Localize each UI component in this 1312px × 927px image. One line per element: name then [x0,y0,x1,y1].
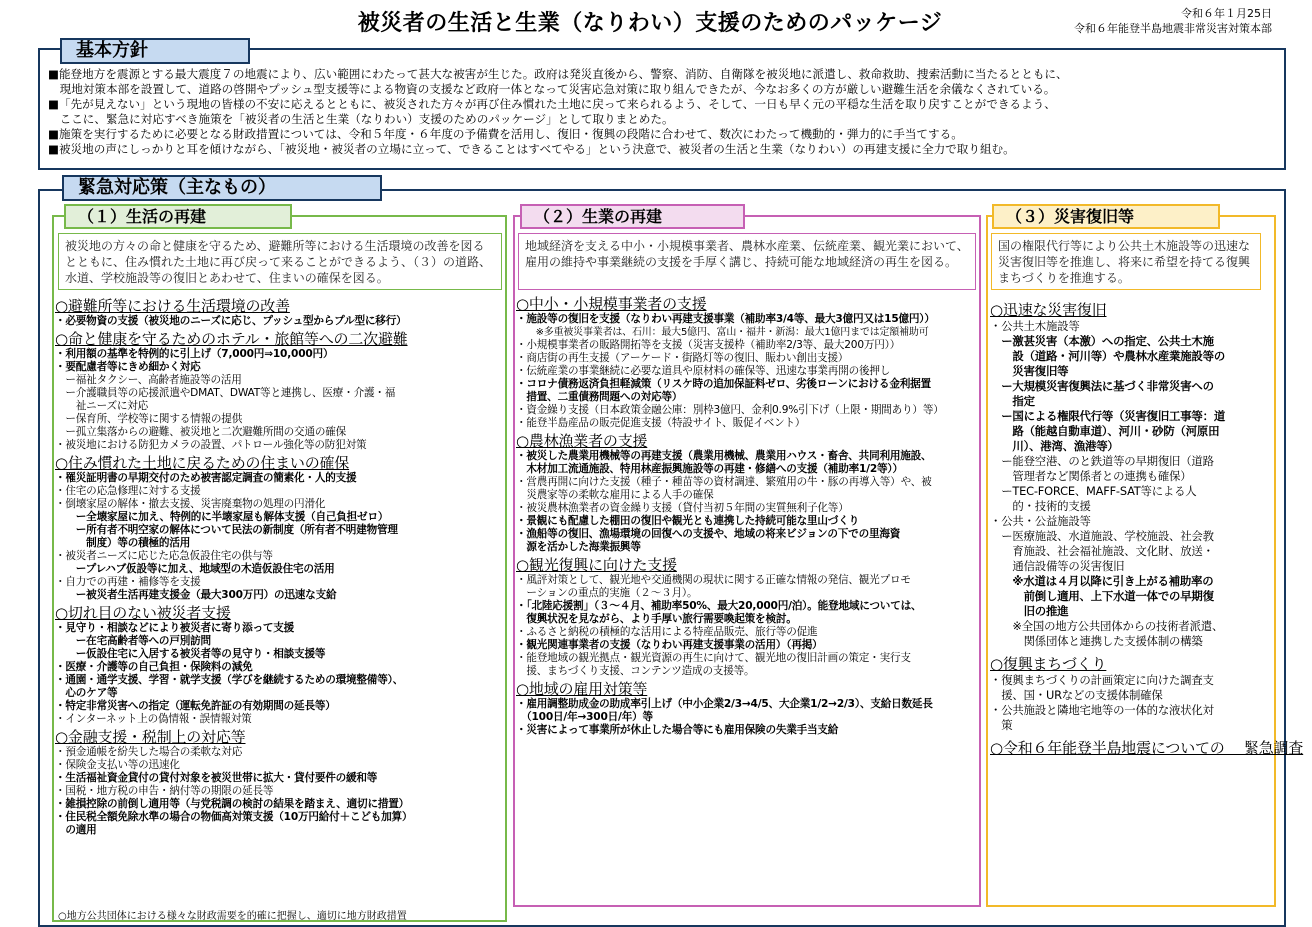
section-item: ・倒壊家屋の解体・撤去支援、災害廃棄物の処理の円滑化 [55,498,326,510]
column-heading-livelihood: （２）生業の再建 [520,204,745,229]
section-item: ・雑損控除の前倒し適用等（与党税調の検討の結果を踏まえ、適切に措置） [55,798,410,810]
section-item: ※多重被災事業者は、石川：最大5億円、富山・福井・新潟：最大1億円までは定額補助可 [516,327,929,338]
basic-paragraph: 現地対策本部を設置して、道路の啓開やプッシュ型支援等による物資の支援など政府一体となって災害応急対策に取り組んできたが、今なお多くの方が厳しい避難生活を余儀なくされている。 [48,82,1056,96]
section-heading: ○農林漁業者の支援 [516,432,648,450]
column-intro-recovery: 国の権限代行等により公共土木施設等の迅速な災害復旧等を推進し、将来に希望を持てる復興まちづくりを推進する。 [991,233,1261,290]
section-item: ・生活福祉資金貸付の貸付対象を被災世帯に拡大・貸付要件の緩和等 [55,772,378,784]
section-heading: ○観光復興に向けた支援 [516,556,677,574]
section-heading: ○地域の雇用対策等 [516,680,648,698]
section-heading: ○迅速な災害復旧 [990,301,1107,319]
section-item: ・医療・介護等の自己負担・保険料の減免 [55,661,253,673]
column-intro-life: 被災地の方々の命と健康を守るため、避難所等における生活環境の改善を図るとともに、住み慣れた土地に再び戻って来ることができるよう、（３）の道路、水道、学校施設等の復旧とあわせて、住まいの確保を図る。 [58,233,502,290]
section-heading: ○復興まちづくり [990,655,1107,673]
section-item: ・保険金支払い等の迅速化 [55,759,180,771]
section-heading: ○命と健康を守るためのホテル・旅館等への二次避難 [55,330,408,348]
section-item: ・被災者ニーズに応じた応急仮設住宅の供与等 [55,550,273,562]
section-item: ー所有者不明空家の解体について民法の新制度（所有者不明建物管理 制度）等の積極的活用 [75,524,398,549]
section-heading: ○金融支援・税制上の対応等 [55,728,246,746]
section-item: ー保育所、学校等に関する情報の提供 [55,413,243,425]
footer-note: ○地方公共団体における様々な財政需要を的確に把握し、適切に地方財政措置 [58,911,407,922]
column-intro-livelihood: 地域経済を支える中小・小規模事業者、農林水産業、伝統産業、観光業において、雇用の維持や事業継続の支援を手厚く講じ、持続可能な地域経済の再生を図る。 [518,233,976,290]
section-item: ※全国の地方公共団体からの技術者派遣、 関係団体と連携した支援体制の構築 [1012,619,1224,648]
section-item: ・住民税全額免除水準の場合の物価高対策支援（10万円給付＋こども加算） の適用 [55,811,413,836]
section-item: ・見守り・相談などにより被災者に寄り添って支援 [55,622,295,634]
section-item: ※水道は４月以降に引き上がる補助率の 前倒し適用、上下水道一体での早期復 旧の推進 [1012,574,1214,618]
section-heading: ○中小・小規模事業者の支援 [516,295,707,313]
section-item: ー医療施設、水道施設、学校施設、社会教 育施設、社会福祉施設、文化財、放送・ 通信設備等の災害復旧 [1001,529,1214,573]
section-item: ー能登空港、のと鉄道等の早期復旧（道路 管理者など関係者との連携も確保） [1001,454,1214,483]
basic-policy-text [48,67,1284,157]
basic-paragraph: ここに、緊急に対応すべき施策を「被災者の生活と生業（なりわい）支援のためのパッケージ」として取りまとめた。 [48,112,674,126]
section-item: ・能登地域の観光拠点・観光資源の再生に向けて、観光地の復旧計画の策定・実行支 援、まちづくり支援、コンテンツ造成の支援等。 [516,652,911,677]
section-item: ・「北陸応援割」（３～４月、補助率50%、最大20,000円/泊）。能登地域については、 復興状況を見ながら、より手厚い旅行需要喚起策を検討。 [516,600,922,625]
section-item: ・公共施設と隣地宅地等の一体的な液状化対 策 [990,703,1214,732]
section-item: ・利用額の基準を特例的に引上げ（7,000円⇒10,000円） [55,348,334,360]
section-item: ・商店街の再生支援（アーケード・街路灯等の復旧、賑わい創出支援） [516,352,849,364]
section-item: ・特定非常災害への指定（運転免許証の有効期間の延長等） [55,700,336,712]
section-item: ・資金繰り支援（日本政策金融公庫：別枠3億円、金利0.9%引下げ（上限・期間あり）等） [516,404,944,416]
section-item: ー国による権限代行等（災害復旧工事等：道 路（能越自動車道）、河川・砂防（河原田 川）、港湾、漁港等） [1001,409,1226,453]
page-title: 被災者の生活と生業（なりわい）支援のためのパッケージ [357,11,943,36]
section-heading: ○住み慣れた土地に戻るための住まいの確保 [55,454,350,472]
date-text: 令和６年１月25日 [1181,7,1272,20]
column-content-life [55,295,505,837]
section-item: ・伝統産業の事業継続に必要な道具や原材料の確保等、迅速な事業再開の後押し [516,365,891,377]
section-item: ・復興まちづくりの計画策定に向けた調査支 援、国・URなどの支援体制確保 [990,673,1214,702]
section-item: ・住宅の応急修理に対する支援 [55,485,201,497]
section-item: ー激甚災害（本激）への指定、公共土木施 設（道路・河川等）や農林水産業施設等の 災害復旧等 [1001,334,1226,378]
section-item: ー大規模災害復興法に基づく非常災害への 指定 [1001,379,1214,408]
section-heading: ○切れ目のない被災者支援 [55,604,231,622]
basic-paragraph: ■被災地の声にしっかりと耳を傾けながら、「被災地・被災者の立場に立って、できることはすべてやる」という決意で、被災者の生活と生業（なりわい）の再建支援に全力で取り組む。 [48,142,1015,156]
section-item: ・通園・通学支援、学習・就学支援（学びを継続するための環境整備等）、 心のケア等 [55,674,404,699]
urgent-measures-heading: 緊急対応策（主なもの） [62,175,382,201]
section-item: ・被災地における防犯カメラの設置、パトロール強化等の防犯対策 [55,439,367,451]
section-item: ー介護職員等の応援派遣やDMAT、DWAT等と連携し、医療・介護・福 祉ニーズに対応 [65,387,396,412]
section-item: ・ふるさと納税の積極的な活用による特産品販売、旅行等の促進 [516,626,818,638]
section-item: ・風評対策として、観光地や交通機関の現状に関する正確な情報の発信、観光プロモ ーションの重点的実施（２～３月）。 [516,574,911,599]
date-block [1074,6,1272,36]
section-item: ・小規模事業者の販路開拓等を支援（災害支援枠（補助率2/3等、最大200万円）） [516,339,901,351]
section-item: ・営農再開に向けた支援（種子・種苗等の資材調達、繁殖用の牛・豚の再導入等）や、被 災農家等の柔軟な雇用による人手の確保 [516,476,932,501]
section-item: ・公共土木施設等 [990,319,1080,333]
section-item: ・自力での再建・補修等を支援 [55,576,201,588]
basic-paragraph: ■施策を実行するために必要となる財政措置については、令和５年度・６年度の予備費を活用し、復旧・復興の段階に合わせて、数次にわたって機動的・弾力的に手当てする。 [48,127,963,141]
section-item: ・景観にも配慮した棚田の復旧や観光とも連携した持続可能な里山づくり [516,515,859,527]
section-item: ・能登半島産品の販売促進支援（特設サイト、販促イベント） [516,417,806,429]
org-text: 令和６年能登半島地震非常災害対策本部 [1074,22,1272,35]
section-item: ・観光関連事業者の支援（なりわい再建支援事業の活用）（再掲） [516,639,823,651]
basic-paragraph: ■「先が見えない」という現地の皆様の不安に応えるとともに、被災された方々が再び住み慣れた土地に戻って来られるよう、そして、一日も早く元の平穏な生活を取り戻すことができるよう、 [48,97,1056,111]
column-heading-life: （１）生活の再建 [64,204,292,229]
section-item: ・必要物資の支援（被災地のニーズに応じ、プッシュ型からプル型に移行） [55,315,407,327]
section-item: ・災害によって事業所が休止した場合等にも雇用保険の失業手当支給 [516,724,839,736]
section-item: ・雇用調整助成金の助成率引上げ（中小企業2/3→4/5、大企業1/2→2/3）、支給日数延長 （100日/年→300日/年）等 [516,698,933,723]
column-heading-recovery: （３）災害復旧等 [992,204,1220,229]
section-item: ・罹災証明書の早期交付のため被害認定調査の簡素化・人的支援 [55,472,357,484]
section-item: ・漁船等の復旧、漁場環境の回復への支援や、地域の将来ビジョンの下での里海資 源を活かした海業振興等 [516,528,901,553]
section-item: ー福祉タクシー、高齢者施設等の活用 [55,374,242,386]
basic-paragraph: ■能登地方を震源とする最大震度７の地震により、広い範囲にわたって甚大な被害が生じた。政府は発災直後から、警察、消防、自衛隊を被災地に派遣し、救命救助、捜索活動に当たるとともに、 [48,67,1068,81]
section-item: ー全壊家屋に加え、特例的に半壊家屋も解体支援（自己負担ゼロ） [55,511,389,523]
section-item: ・公共・公益施設等 [990,514,1091,528]
section-item: ・インターネット上の偽情報・誤情報対策 [55,713,252,725]
section-item: ・国税・地方税の申告・納付等の期限の延長等 [55,785,274,797]
section-item: ープレハブ仮設等に加え、地域型の木造仮設住宅の活用 [55,563,335,575]
section-heading: ○避難所等における生活環境の改善 [55,297,290,315]
column-content-livelihood [516,293,979,737]
section-item: ーTEC-FORCE、MAFF-SAT等による人 的・技術的支援 [1001,484,1197,513]
section-item: ー仮設住宅に入居する被災者等の見守り・相談支援等 [55,648,326,660]
section-item: ・施設等の復旧を支援（なりわい再建支援事業（補助率3/4等、最大3億円又は15億円）） [516,313,935,325]
section-item: ー在宅高齢者等への戸別訪問 [55,635,211,647]
section-heading: ○令和６年能登半島地震についての 緊急調査 [990,739,1304,757]
basic-policy-heading: 基本方針 [60,38,250,64]
section-item: ・被災した農業用機械等の再建支援（農業用機械、農業用ハウス・畜舎、共同利用施設、 木材加工流通施設、特用林産振興施設等の再建・修繕への支援（補助率1/2等）） [516,450,932,475]
column-content-recovery [990,295,1304,757]
section-item: ・預金通帳を紛失した場合の柔軟な対応 [55,746,243,758]
section-item: ー被災者生活再建支援金（最大300万円）の迅速な支給 [55,589,337,601]
section-item: ・コロナ債務返済負担軽減策（リスケ時の追加保証料ゼロ、劣後ローンにおける金利据置 措置、二重債務問題への対応等） [516,378,931,403]
section-item: ー孤立集落からの避難、被災地と二次避難所間の交通の確保 [55,426,347,438]
section-item: ・被災農林漁業者の資金繰り支援（貸付当初５年間の実質無利子化等） [516,502,849,514]
section-item: ・要配慮者等にきめ細かく対応 [55,361,201,373]
